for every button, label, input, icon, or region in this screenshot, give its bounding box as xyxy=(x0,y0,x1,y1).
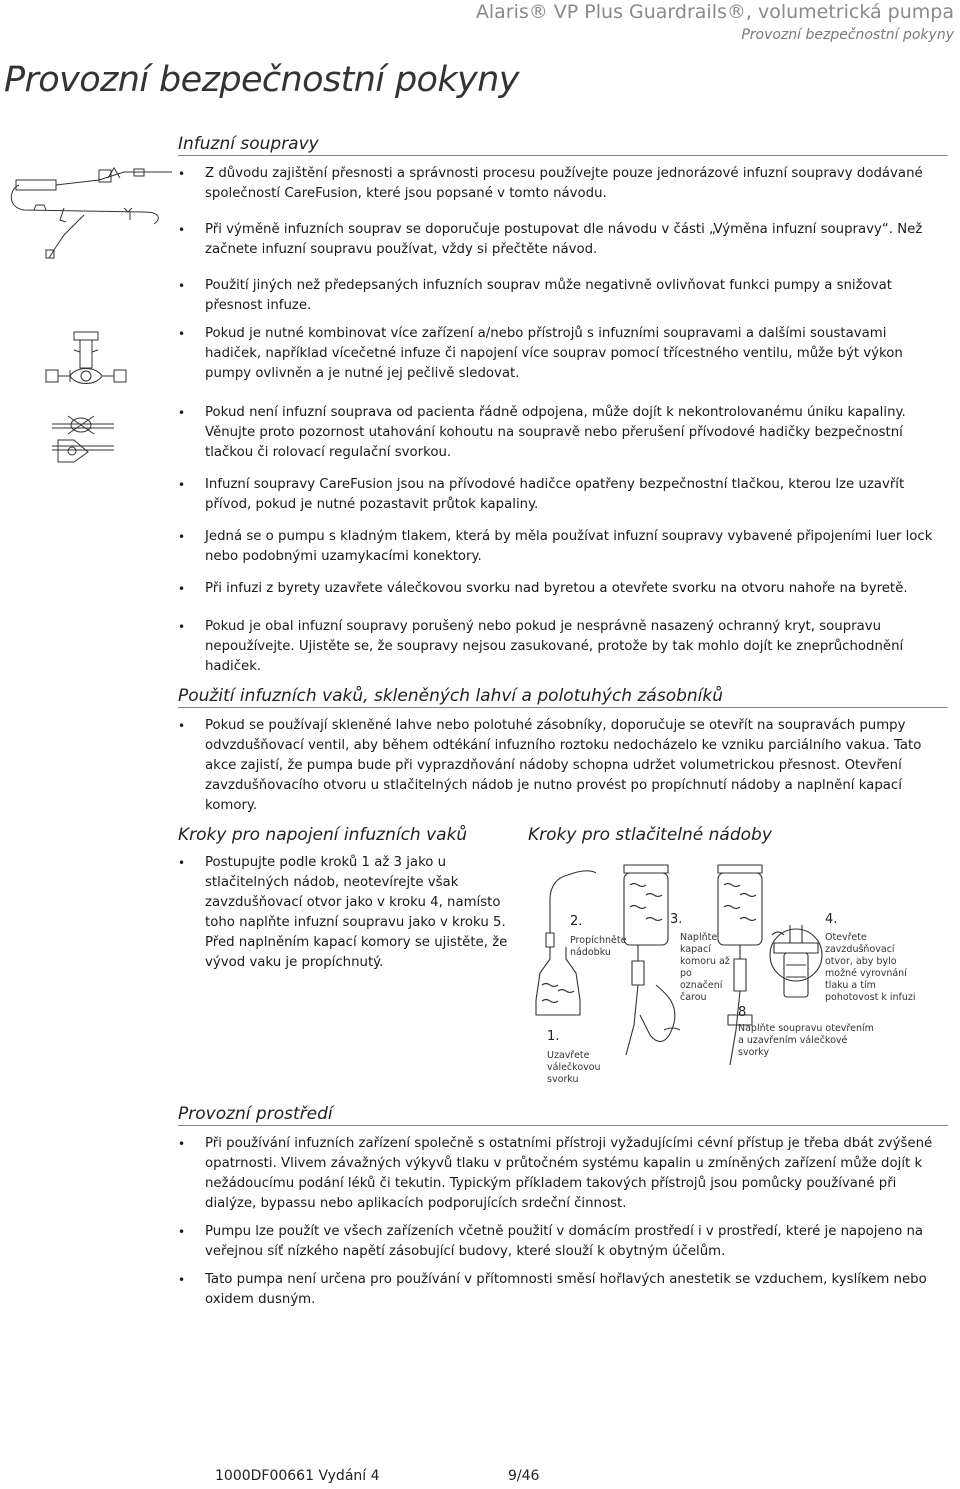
bag-steps-list xyxy=(178,853,518,973)
section-divider xyxy=(178,707,948,708)
list-item: • Pumpu lze použít ve všech zařízeních včetně použití v domácím prostředí i v prostředí, které je napojeno na veřejnou síť nízkého napětí zásobující budovy, které slouží k obytným účelům. xyxy=(178,1222,940,1262)
section-title-environment: Provozní prostředí xyxy=(178,1104,333,1124)
containers-list xyxy=(178,716,940,816)
step-1-text: Uzavřete válečkovou svorku xyxy=(547,1050,601,1085)
step-1-number: 1. xyxy=(547,1029,560,1044)
footer-page-number: 9/46 xyxy=(508,1468,540,1484)
footer-doc-id: 1000DF00661 Vydání 4 xyxy=(215,1468,380,1484)
section-title-rigid-steps: Kroky pro stlačitelné nádoby xyxy=(528,825,772,845)
section-title-infusion-sets: Infuzní soupravy xyxy=(178,134,319,154)
step-4-number: 4. xyxy=(825,912,838,927)
list-item: • Při infuzi z byrety uzavřete válečkovou svorku nad byretou a otevřete svorku na otvoru nahoře na byretě. xyxy=(178,579,940,599)
roller-clamp-illustration xyxy=(48,410,118,468)
page-title: Provozní bezpečnostní pokyny xyxy=(4,60,519,100)
step-3-text: Naplňte kapací komoru až po označení čarou xyxy=(680,932,730,1003)
list-item: • Z důvodu zajištění přesnosti a správnosti procesu používejte pouze jednorázové infuzní soupravy dodávané společností CareFusion, které jsou popsané v tomto návodu. xyxy=(178,164,940,204)
list-item: • Jedná se o pumpu s kladným tlakem, která by měla používat infuzní soupravy vybavené připojeními luer lock nebo podobnými uzamykacími konektory. xyxy=(178,527,940,567)
step-2-text: Propíchněte nádobku xyxy=(570,935,627,958)
infusion-sets-list-c xyxy=(178,617,940,677)
step-3-number: 3. xyxy=(670,912,683,927)
list-item: • Při používání infuzních zařízení společně s ostatními přístroji vyžadujícími cévní přístup je třeba dbát zvýšené opatrnosti. Vlivem závažných výkyvů tlaku v průtočném systému kapalin u zmíněných zařízení může dojít k nežádoucímu podání léků či tekutin. Typickým příkladem takových přístrojů jsou pomůcky používané při dialýze, bypassu nebo aplikacích podporujících srdeční činnost. xyxy=(178,1134,940,1214)
list-item: • Pokud není infuzní souprava od pacienta řádně odpojena, může dojít k nekontrolovanému úniku kapaliny. Věnujte proto pozornost utahování kohoutu na soupravě nebo přerušení přívodové hadičky bezpečnostní tlačkou či rolovací regulační svorkou. xyxy=(178,403,940,463)
section-divider xyxy=(178,1125,948,1126)
section-divider xyxy=(178,155,948,156)
list-item: • Pokud je obal infuzní soupravy porušený nebo pokud je nesprávně nasazený ochranný kryt, soupravu nepoužívejte. Ujistěte se, že soupravy nejsou zasukované, protože by tak mohlo dojít ke zneprůchodnění hadiček. xyxy=(178,617,940,677)
three-way-stopcock-illustration xyxy=(44,330,128,386)
step-4-text: Otevřete zavzdušňovací otvor, aby bylo možné vyrovnání tlaku a tím pohotovost k infuzi xyxy=(825,932,916,1003)
header-product-title: Alaris® VP Plus Guardrails®, volumetrická pumpa xyxy=(475,1,954,23)
list-item: • Pokud je nutné kombinovat více zařízení a/nebo přístrojů s infuzními soupravami a dalšími soustavami hadiček, například vícečetné infuze či napojení více souprav pomocí třícestného ventilu, může být výkon pumpy ovlivněn a je nutné jej pečlivě sledovat. xyxy=(178,324,940,384)
step-2-number: 2. xyxy=(570,914,583,929)
list-item: • Použití jiných než předepsaných infuzních souprav může negativně ovlivňovat funkci pumpy a snižovat přesnost infuze. xyxy=(178,276,940,316)
list-item: • Postupujte podle kroků 1 až 3 jako u stlačitelných nádob, neotevírejte však zavzdušňovací otvor jako v kroku 4, namísto toho naplňte infuzní soupravu jako v kroku 5. Před naplněním kapací komory se ujistěte, že vývod vaku je propíchnutý. xyxy=(178,853,518,973)
section-title-containers: Použití infuzních vaků, skleněných lahví a polotuhých zásobníků xyxy=(178,686,723,706)
infusion-sets-list-b xyxy=(178,403,940,599)
environment-list xyxy=(178,1134,940,1310)
section-title-bag-steps: Kroky pro napojení infuzních vaků xyxy=(178,825,468,845)
infusion-sets-list-a xyxy=(178,164,940,384)
header-section-title: Provozní bezpečnostní pokyny xyxy=(741,27,954,43)
list-item: • Při výměně infuzních souprav se doporučuje postupovat dle návodu v části „Výměna infuzní soupravy“. Než začnete infuzní soupravu používat, vždy si přečtěte návod. xyxy=(178,220,940,260)
list-item: • Pokud se používají skleněné lahve nebo polotuhé zásobníky, doporučuje se otevřít na soupravách pumpy odvzdušňovací ventil, aby během odtékání infuzního roztoku nedocházelo ke vzniku parciálního vakua. Tato akce zajistí, že pumpa bude při vyprazdňování nádoby schopna udržet volumetrickou přesnost. Otevření zavzdušňovacího otvoru u stlačitelných nádob je nutno provést po propíchnutí nádoby a naplnění kapací komory. xyxy=(178,716,940,816)
infusion-set-illustration xyxy=(4,150,174,265)
step-5-text: Naplňte soupravu otevřením a uzavřením válečkové svorky xyxy=(738,1023,874,1058)
list-item: • Tato pumpa není určena pro používání v přítomnosti směsí hořlavých anestetik se vzduchem, kyslíkem nebo oxidem dusným. xyxy=(178,1270,940,1310)
list-item: • Infuzní soupravy CareFusion jsou na přívodové hadičce opatřeny bezpečnostní tlačkou, kterou lze uzavřít přívod, pokud je nutné pozastavit průtok kapaliny. xyxy=(178,475,940,515)
step-5-number: 8 xyxy=(738,1005,747,1020)
